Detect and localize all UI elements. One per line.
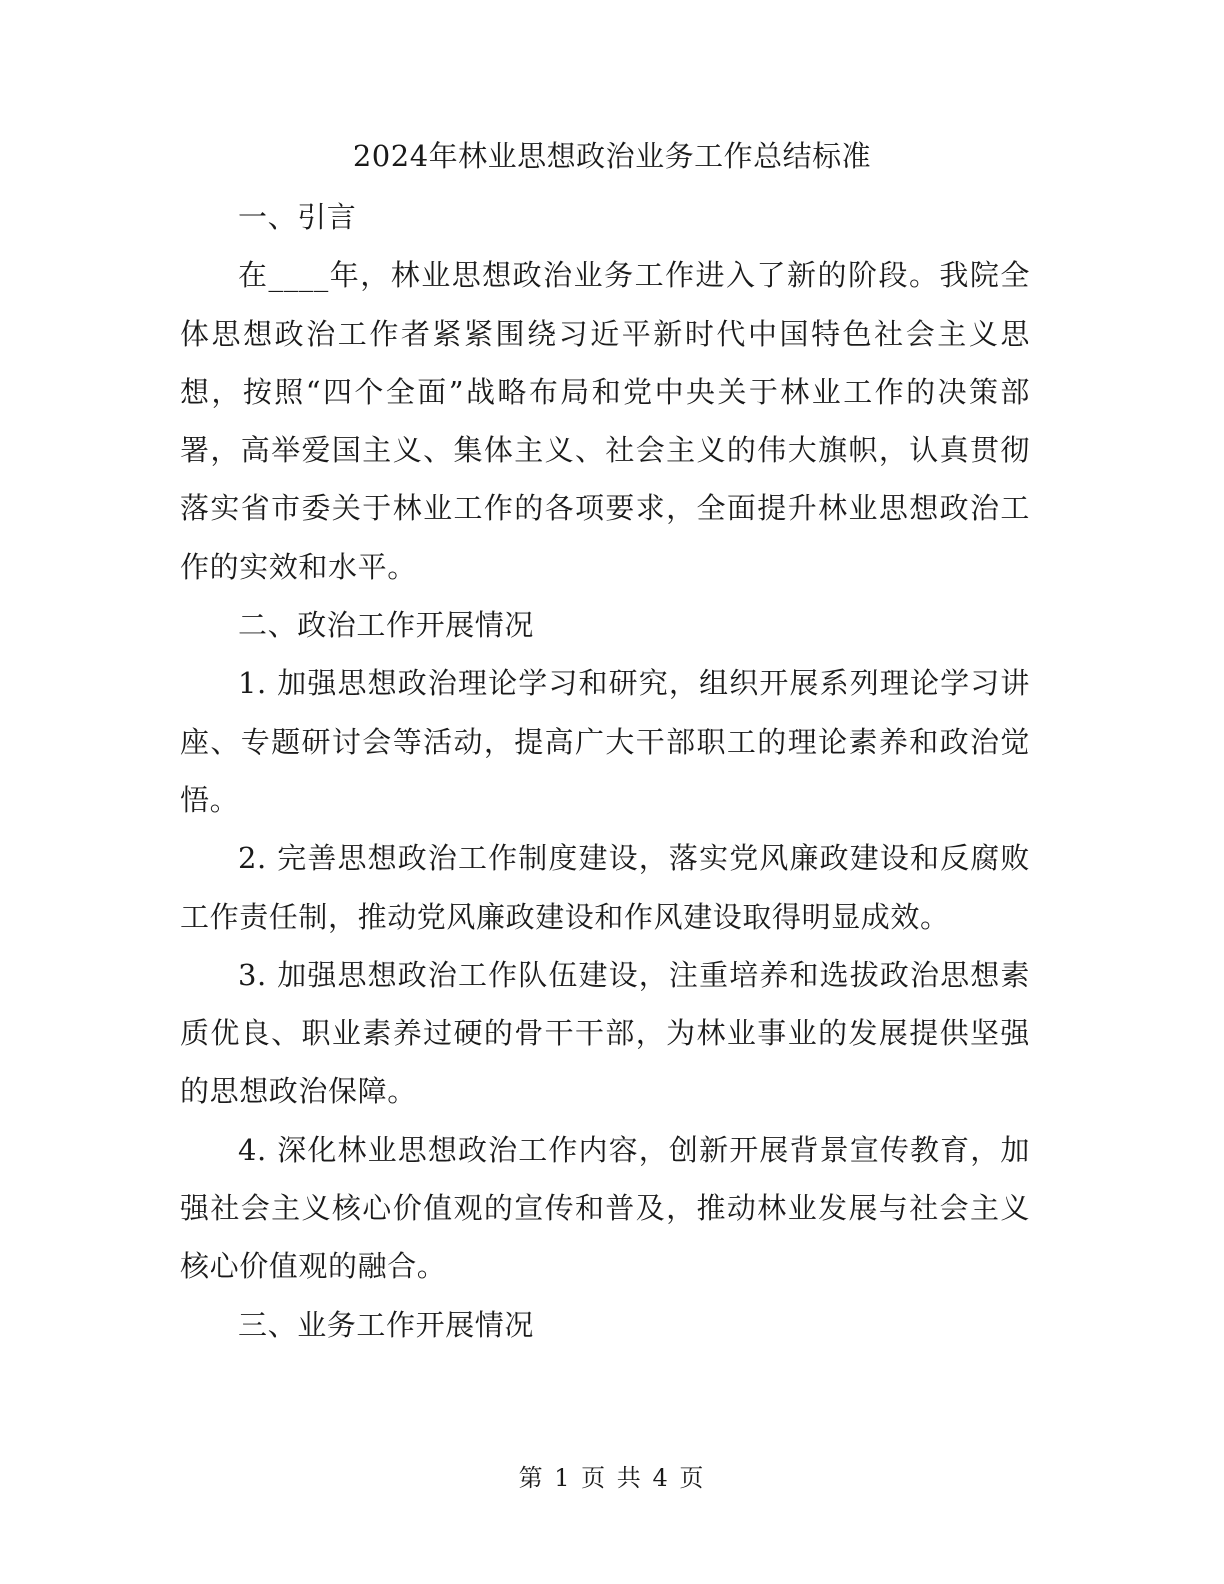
intro-paragraph: 在____年，林业思想政治业务工作进入了新的阶段。我院全体思想政治工作者紧紧围绕习近平新时代中国特色社会主义思想，按照“四个全面”战略布局和党中央关于林业工作的决策部署，高举爱国主义、集体主义、社会主义的伟大旗帜，认真贯彻落实省市委关于林业工作的各项要求，全面提升林业思想政治工作的实效和水平。 xyxy=(180,258,1030,584)
page-number-footer: 第 1 页 共 4 页 xyxy=(518,1464,706,1492)
section-heading-intro: 一、引言 xyxy=(238,200,357,234)
list-item: 1. 加强思想政治理论学习和研究，组织开展系列理论学习讲座、专题研讨会等活动，提高广大干部职工的理论素养和政治觉悟。 xyxy=(180,666,1030,817)
list-item: 2. 完善思想政治工作制度建设，落实党风廉政建设和反腐败工作责任制，推动党风廉政建设和作风建设取得明显成效。 xyxy=(180,841,1030,934)
list-item: 4. 深化林业思想政治工作内容，创新开展背景宣传教育，加强社会主义核心价值观的宣传和普及，推动林业发展与社会主义核心价值观的融合。 xyxy=(180,1132,1030,1284)
document-title: 2024年林业思想政治业务工作总结标准 xyxy=(352,139,872,173)
document-body xyxy=(180,188,1030,1354)
list-item: 3. 加强思想政治工作队伍建设，注重培养和选拔政治思想素质优良、职业素养过硬的骨干干部，为林业事业的发展提供坚强的思想政治保障。 xyxy=(180,957,1030,1109)
section-heading-political-work: 二、政治工作开展情况 xyxy=(238,608,535,643)
section-heading-business-work: 三、业务工作开展情况 xyxy=(238,1307,535,1342)
